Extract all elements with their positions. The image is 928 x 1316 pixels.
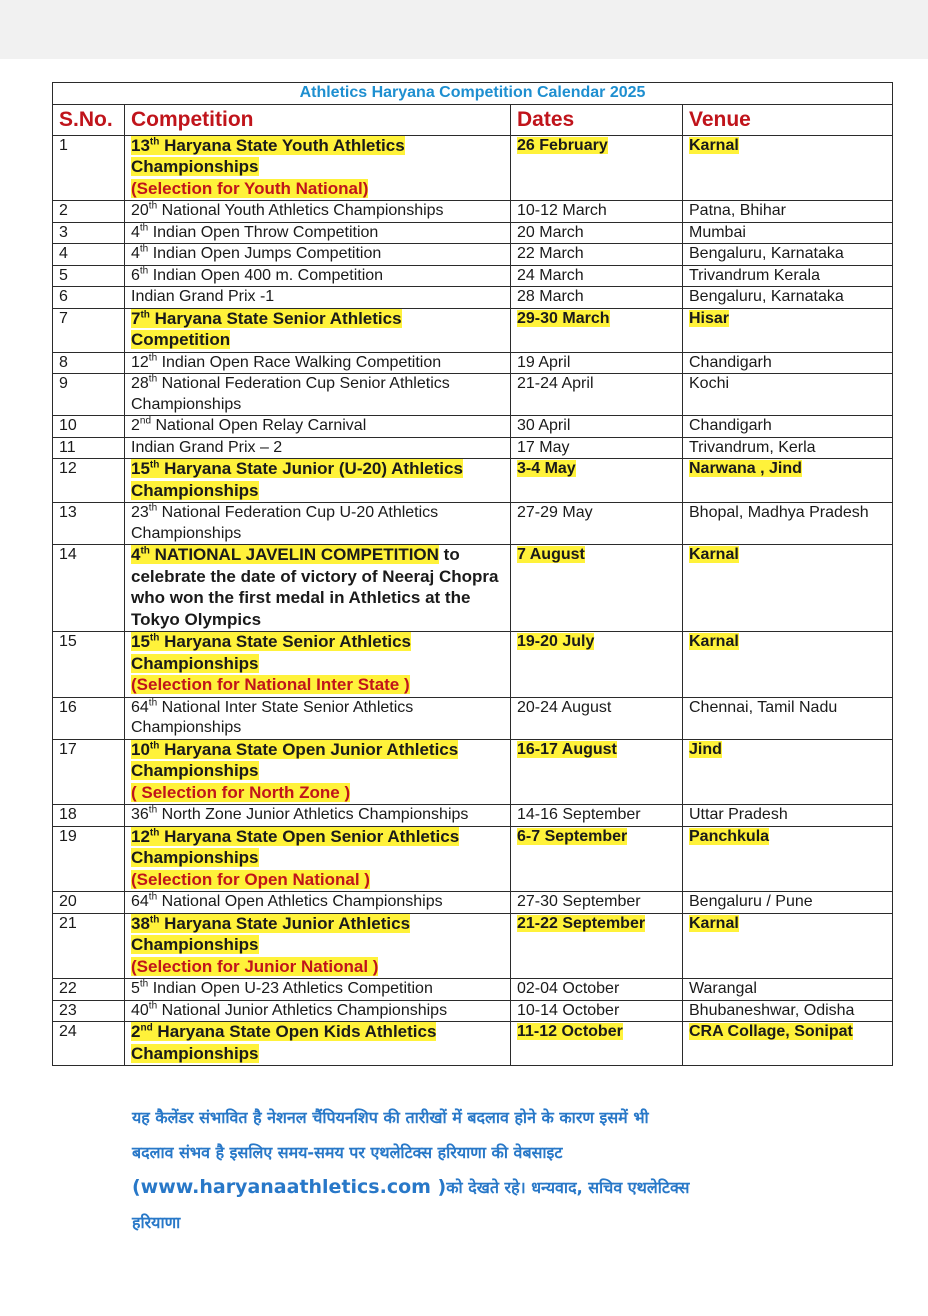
competition-name [131, 914, 410, 955]
selection-note: (Selection for Youth National) [131, 178, 369, 198]
dates-value: 6-7 September [517, 827, 628, 845]
competition-name [131, 202, 444, 219]
dates-value: 3-4 May [517, 460, 576, 477]
competition-title: Haryana State Junior Athletics Championships [131, 913, 411, 954]
row-sno: 7 [53, 308, 125, 352]
table-row [53, 416, 893, 438]
ordinal-number: 15 [131, 632, 150, 651]
selection-note: (Selection for National Inter State ) [131, 675, 410, 694]
row-sno: 19 [53, 826, 125, 892]
competition-title: Haryana State Open Senior Athletics Championships [131, 826, 460, 867]
ordinal-suffix: th [148, 352, 158, 364]
table-row [53, 437, 893, 459]
venue-value: Kochi [689, 375, 730, 392]
table-row [53, 222, 893, 244]
row-dates [511, 244, 683, 266]
row-venue [683, 913, 893, 979]
row-competition [125, 979, 511, 1001]
venue-value: Panchkula [689, 827, 770, 845]
note-line-3 [132, 1170, 832, 1205]
ordinal-number: 20 [131, 202, 149, 219]
ordinal-suffix: th [148, 200, 158, 212]
competition-name [131, 740, 458, 781]
competition-title: Haryana State Youth Athletics Championships [131, 135, 405, 176]
table-row [53, 545, 893, 632]
table-row [53, 352, 893, 374]
selection-note: ( Selection for North Zone ) [131, 782, 351, 802]
row-venue [683, 632, 893, 698]
row-competition [125, 135, 511, 201]
venue-value: Karnal [689, 546, 739, 563]
venue-value: Chennai, Tamil Nadu [689, 698, 838, 716]
competition-name [131, 417, 366, 434]
venue-value: Bengaluru, Karnataka [689, 288, 844, 305]
row-competition [125, 352, 511, 374]
table-row [53, 503, 893, 545]
row-dates [511, 892, 683, 914]
competition-title: Indian Grand Prix -1 [131, 288, 275, 305]
ordinal-suffix: th [139, 978, 149, 990]
row-venue [683, 135, 893, 201]
row-dates [511, 1000, 683, 1022]
table-row [53, 201, 893, 223]
row-sno: 12 [53, 459, 125, 503]
venue-value: CRA Collage, Sonipat [689, 1023, 853, 1040]
row-competition [125, 374, 511, 416]
row-competition [125, 201, 511, 223]
calendar-title: Athletics Haryana Competition Calendar 2025 [53, 83, 893, 105]
row-competition [125, 739, 511, 805]
ordinal-number: 4 [131, 245, 140, 262]
row-sno: 3 [53, 222, 125, 244]
competition-title: National Youth Athletics Championships [157, 202, 444, 219]
row-competition [125, 805, 511, 827]
competition-title: National Inter State Senior Athletics Championships [131, 698, 414, 736]
ordinal-number: 12 [131, 353, 149, 371]
competition-title: Indian Open 400 m. Competition [148, 266, 384, 284]
row-dates [511, 545, 683, 632]
ordinal-number: 13 [131, 135, 150, 155]
ordinal-number: 15 [131, 459, 150, 478]
ordinal-suffix: th [140, 308, 150, 320]
competition-name [131, 980, 433, 997]
competition-calendar-table [52, 82, 893, 1066]
ordinal-number: 7 [131, 308, 141, 328]
row-dates [511, 805, 683, 827]
ordinal-number: 5 [131, 980, 140, 997]
row-competition [125, 416, 511, 438]
row-dates [511, 979, 683, 1001]
row-competition [125, 222, 511, 244]
competition-title: Indian Open Race Walking Competition [157, 353, 442, 371]
row-venue [683, 416, 893, 438]
row-dates [511, 437, 683, 459]
competition-name [131, 827, 459, 868]
row-sno: 16 [53, 697, 125, 739]
table-row [53, 459, 893, 503]
note-line-1: यह कैलेंडर संभावित है नेशनल चैंपियनशिप की तारीखों में बदलाव होने के कारण इसमें भी [132, 1108, 649, 1127]
venue-value: Bhubaneshwar, Odisha [689, 1001, 855, 1019]
row-dates [511, 265, 683, 287]
row-dates [511, 201, 683, 223]
ordinal-number: 64 [131, 893, 149, 910]
ordinal-number: 28 [131, 375, 149, 392]
row-competition [125, 287, 511, 309]
table-row [53, 265, 893, 287]
dates-value: 29-30 March [517, 309, 610, 327]
row-venue [683, 826, 893, 892]
ordinal-suffix: th [139, 243, 149, 255]
row-sno: 4 [53, 244, 125, 266]
row-dates [511, 1022, 683, 1066]
dates-value: 24 March [517, 266, 584, 284]
ordinal-suffix: th [148, 891, 158, 903]
competition-name [131, 288, 274, 305]
row-dates [511, 459, 683, 503]
row-competition [125, 1000, 511, 1022]
title-row [53, 83, 893, 105]
ordinal-number: 23 [131, 504, 149, 521]
venue-value: Chandigarh [689, 353, 772, 371]
row-competition [125, 826, 511, 892]
row-sno: 24 [53, 1022, 125, 1066]
venue-value: Trivandrum, Kerla [689, 438, 816, 456]
row-sno: 10 [53, 416, 125, 438]
ordinal-suffix: th [140, 545, 150, 557]
competition-name [131, 806, 468, 823]
competition-title: National Federation Cup Senior Athletics Championships [131, 375, 450, 413]
row-sno: 2 [53, 201, 125, 223]
ordinal-suffix: th [148, 804, 158, 816]
row-venue [683, 892, 893, 914]
competition-title: National Open Athletics Championships [157, 893, 443, 910]
ordinal-suffix: th [139, 265, 149, 277]
table-row [53, 374, 893, 416]
dates-value: 21-24 April [517, 375, 594, 392]
competition-title: Haryana State Junior (U-20) Athletics Championships [131, 459, 463, 500]
row-competition [125, 265, 511, 287]
row-sno: 6 [53, 287, 125, 309]
dates-value: 30 April [517, 417, 571, 434]
row-competition [125, 244, 511, 266]
table-row [53, 1022, 893, 1066]
note-line-3-text: को देखते रहे। धन्यवाद, सचिव एथलेटिक्स [446, 1178, 690, 1197]
competition-name [131, 1022, 436, 1063]
row-venue [683, 308, 893, 352]
competition-title: National Open Relay Carnival [151, 417, 367, 434]
row-venue [683, 545, 893, 632]
disclaimer-note [132, 1100, 832, 1240]
row-venue [683, 1022, 893, 1066]
row-competition [125, 632, 511, 698]
venue-value: Trivandrum Kerala [689, 266, 821, 284]
row-sno: 22 [53, 979, 125, 1001]
row-sno: 15 [53, 632, 125, 698]
ordinal-number: 10 [131, 739, 150, 759]
header-row [53, 104, 893, 135]
ordinal-suffix: th [149, 459, 160, 471]
row-sno: 11 [53, 437, 125, 459]
venue-value: Mumbai [689, 223, 746, 241]
row-venue [683, 739, 893, 805]
row-sno: 17 [53, 739, 125, 805]
venue-value: Narwana , Jind [689, 460, 802, 477]
table-row [53, 739, 893, 805]
dates-value: 02-04 October [517, 980, 620, 997]
ordinal-number: 2 [131, 417, 140, 434]
row-dates [511, 135, 683, 201]
row-competition [125, 1022, 511, 1066]
table-row [53, 826, 893, 892]
ordinal-number: 38 [131, 913, 150, 933]
row-competition [125, 892, 511, 914]
competition-title: Indian Grand Prix – 2 [131, 438, 283, 456]
header-dates: Dates [511, 104, 683, 135]
venue-value: Karnal [689, 633, 739, 650]
competition-name [131, 136, 405, 177]
ordinal-number: 40 [131, 1001, 149, 1019]
competition-title: Haryana State Open Junior Athletics Championships [131, 739, 459, 780]
selection-note: (Selection for Open National ) [131, 869, 370, 889]
website-link[interactable]: (www.haryanaathletics.com ) [132, 1176, 447, 1198]
dates-value: 10-12 March [517, 202, 607, 219]
dates-value: 27-29 May [517, 504, 593, 521]
table-row [53, 697, 893, 739]
ordinal-suffix: th [149, 632, 160, 644]
row-dates [511, 352, 683, 374]
row-dates [511, 222, 683, 244]
table-row [53, 805, 893, 827]
dates-value: 21-22 September [517, 914, 646, 932]
competition-name [131, 504, 438, 542]
row-dates [511, 739, 683, 805]
ordinal-number: 6 [131, 266, 140, 284]
row-sno: 14 [53, 545, 125, 632]
row-venue [683, 1000, 893, 1022]
competition-title: National Junior Athletics Championships [157, 1001, 448, 1019]
dates-value: 26 February [517, 136, 608, 154]
venue-value: Karnal [689, 914, 739, 932]
competition-title: Indian Open U-23 Athletics Competition [148, 980, 433, 997]
dates-value: 28 March [517, 288, 584, 305]
row-venue [683, 374, 893, 416]
row-venue [683, 265, 893, 287]
row-venue [683, 459, 893, 503]
row-dates [511, 913, 683, 979]
row-dates [511, 287, 683, 309]
dates-value: 7 August [517, 546, 585, 563]
row-sno: 9 [53, 374, 125, 416]
table-row [53, 308, 893, 352]
row-competition [125, 308, 511, 352]
note-line-2: बदलाव संभव है इसलिए समय-समय पर एथलेटिक्स हरियाणा की वेबसाइट [132, 1143, 563, 1162]
ordinal-number: 36 [131, 806, 149, 823]
row-competition [125, 437, 511, 459]
competition-description: to celebrate the date of victory of Neeraj Chopra who won the first medal in Athletics at the Tokyo Olympics [131, 545, 499, 629]
row-dates [511, 308, 683, 352]
row-venue [683, 437, 893, 459]
competition-name [131, 1002, 447, 1019]
ordinal-number: 2 [131, 1022, 141, 1041]
row-competition [125, 913, 511, 979]
competition-name [131, 459, 463, 500]
row-dates [511, 503, 683, 545]
ordinal-suffix: th [149, 913, 160, 925]
venue-value: Bengaluru, Karnataka [689, 245, 844, 262]
competition-title: Haryana State Senior Athletics Competition [131, 308, 402, 349]
row-venue [683, 201, 893, 223]
table-row [53, 979, 893, 1001]
selection-note: (Selection for Junior National ) [131, 956, 379, 976]
ordinal-suffix: nd [139, 415, 152, 427]
competition-name [131, 224, 378, 241]
row-venue [683, 287, 893, 309]
top-margin-band [0, 0, 928, 59]
table-row [53, 135, 893, 201]
header-sno: S.No. [53, 104, 125, 135]
table-row [53, 632, 893, 698]
dates-value: 20-24 August [517, 698, 612, 716]
venue-value: Patna, Bhihar [689, 202, 786, 219]
row-dates [511, 374, 683, 416]
venue-value: Jind [689, 740, 722, 758]
row-sno: 5 [53, 265, 125, 287]
ordinal-suffix: th [148, 373, 158, 385]
ordinal-suffix: th [139, 222, 149, 234]
competition-title: North Zone Junior Athletics Championships [157, 806, 469, 823]
competition-title: Haryana State Senior Athletics Championships [131, 632, 411, 673]
competition-name [131, 439, 282, 456]
venue-value: Karnal [689, 136, 739, 154]
competition-name [131, 375, 450, 413]
venue-value: Hisar [689, 309, 730, 327]
row-competition [125, 545, 511, 632]
row-sno: 1 [53, 135, 125, 201]
ordinal-suffix: th [148, 502, 158, 514]
competition-title: Indian Open Jumps Competition [148, 245, 382, 262]
row-venue [683, 352, 893, 374]
dates-value: 14-16 September [517, 806, 641, 823]
row-sno: 21 [53, 913, 125, 979]
venue-value: Warangal [689, 980, 757, 997]
competition-title: Haryana State Open Kids Athletics Championships [131, 1022, 437, 1063]
competition-name [131, 267, 383, 284]
dates-value: 16-17 August [517, 740, 617, 758]
header-competition: Competition [125, 104, 511, 135]
row-competition [125, 503, 511, 545]
competition-name [131, 309, 402, 350]
competition-name [131, 893, 443, 910]
ordinal-number: 4 [131, 545, 141, 564]
dates-value: 27-30 September [517, 893, 641, 910]
dates-value: 20 March [517, 223, 584, 241]
row-sno: 8 [53, 352, 125, 374]
ordinal-suffix: th [148, 1000, 158, 1012]
ordinal-number: 64 [131, 698, 149, 716]
competition-title: NATIONAL JAVELIN COMPETITION [149, 545, 439, 564]
competition-name [131, 354, 441, 371]
competition-name [131, 245, 381, 262]
row-sno: 18 [53, 805, 125, 827]
row-sno: 23 [53, 1000, 125, 1022]
competition-name [131, 699, 413, 737]
dates-value: 22 March [517, 245, 584, 262]
table-row [53, 913, 893, 979]
ordinal-suffix: th [149, 135, 160, 147]
row-venue [683, 979, 893, 1001]
row-venue [683, 697, 893, 739]
row-venue [683, 244, 893, 266]
competition-name [131, 632, 411, 673]
dates-value: 10-14 October [517, 1001, 620, 1019]
table-row [53, 1000, 893, 1022]
ordinal-number: 4 [131, 223, 140, 241]
row-venue [683, 222, 893, 244]
ordinal-suffix: th [148, 697, 158, 709]
row-dates [511, 697, 683, 739]
row-sno: 20 [53, 892, 125, 914]
dates-value: 17 May [517, 438, 570, 456]
dates-value: 19-20 July [517, 633, 595, 650]
row-dates [511, 826, 683, 892]
row-dates [511, 632, 683, 698]
competition-name [131, 545, 439, 564]
row-sno: 13 [53, 503, 125, 545]
dates-value: 19 April [517, 353, 571, 371]
venue-value: Bhopal, Madhya Pradesh [689, 504, 869, 521]
ordinal-suffix: nd [140, 1022, 153, 1034]
row-dates [511, 416, 683, 438]
row-venue [683, 503, 893, 545]
table-row [53, 892, 893, 914]
header-venue: Venue [683, 104, 893, 135]
note-line-4: हरियाणा [132, 1213, 181, 1232]
ordinal-suffix: th [149, 826, 160, 838]
ordinal-number: 12 [131, 826, 150, 846]
dates-value: 11-12 October [517, 1023, 623, 1040]
table-row [53, 244, 893, 266]
row-venue [683, 805, 893, 827]
row-competition [125, 697, 511, 739]
competition-title: National Federation Cup U-20 Athletics Championships [131, 504, 439, 542]
venue-value: Bengaluru / Pune [689, 893, 813, 910]
table-row [53, 287, 893, 309]
venue-value: Chandigarh [689, 417, 772, 434]
ordinal-suffix: th [149, 739, 160, 751]
row-competition [125, 459, 511, 503]
competition-title: Indian Open Throw Competition [148, 223, 379, 241]
venue-value: Uttar Pradesh [689, 806, 788, 823]
